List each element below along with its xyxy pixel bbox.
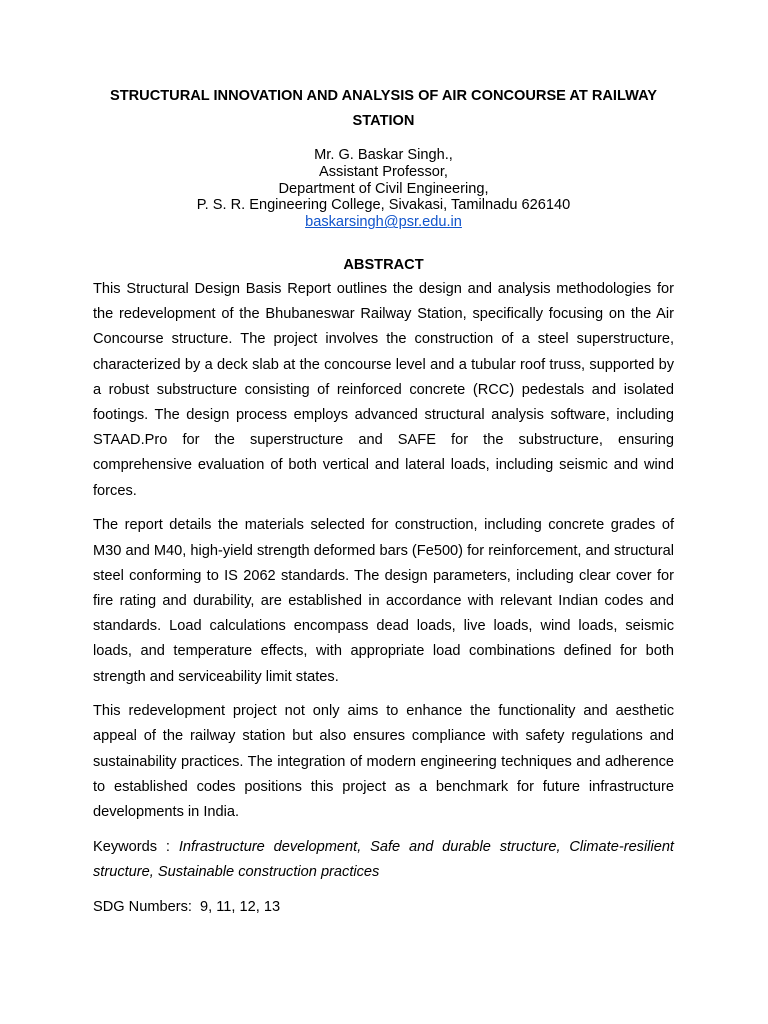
author-block xyxy=(93,147,674,231)
abstract-heading: ABSTRACT xyxy=(343,256,424,273)
author-name: Mr. G. Baskar Singh., xyxy=(314,147,453,163)
keywords-label: Keywords : xyxy=(93,838,179,855)
author-institution: P. S. R. Engineering College, Sivakasi, Tamilnadu 626140 xyxy=(196,197,571,214)
paper-page xyxy=(93,84,674,920)
abstract-paragraph-3: This redevelopment project not only aims to enhance the functionality and aesthetic appeal of the railway station but also ensures compliance with safety regulations and sustainability practices. The integration of modern engineering techniques and adherence to established codes positions this project as a benchmark for future infrastructure developments in India. xyxy=(93,703,674,821)
keywords-line xyxy=(93,835,674,885)
paper-title: STRUCTURAL INNOVATION AND ANALYSIS OF AIR CONCOURSE AT RAILWAY STATION xyxy=(109,88,657,129)
author-department: Department of Civil Engineering, xyxy=(278,180,489,197)
sdg-label: SDG Numbers: xyxy=(93,898,201,915)
abstract-paragraph-1: This Structural Design Basis Report outlines the design and analysis methodologies for the redevelopment of the Bhubaneswar Railway Station, specifically focusing on the Air Concourse structure. The project involves the construction of a steel superstructure, characterized by a deck slab at the concourse level and a tubular roof truss, supported by a robust substructure consisting of reinforced concrete (RCC) pedestals and isolated footings. The design process employs advanced structural analysis software, including STAAD.Pro for the superstructure and SAFE for the substructure, ensuring comprehensive evaluation of both vertical and lateral loads, including seismic and wind forces. xyxy=(93,280,674,499)
sdg-values: 9, 11, 12, 13 xyxy=(200,898,281,915)
abstract-paragraph-2: The report details the materials selected for construction, including concrete grades of M30 and M40, high-yield strength deformed bars (Fe500) for reinforcement, and structural steel conforming to IS 2062 standards. The design parameters, including clear cover for fire rating and durability, are established in accordance with relevant Indian codes and standards. Load calculations encompass dead loads, live loads, wind loads, seismic loads, and temperature effects, with appropriate load combinations defined for both strength and serviceability limit states. xyxy=(93,517,674,685)
keywords-values: Infrastructure development, Safe and durable structure, Climate-resilient structure, Sustainable construction practices xyxy=(93,838,674,880)
author-email-link[interactable]: baskarsingh@psr.edu.in xyxy=(305,214,462,231)
author-position: Assistant Professor, xyxy=(319,163,448,180)
sdg-line xyxy=(93,895,674,920)
